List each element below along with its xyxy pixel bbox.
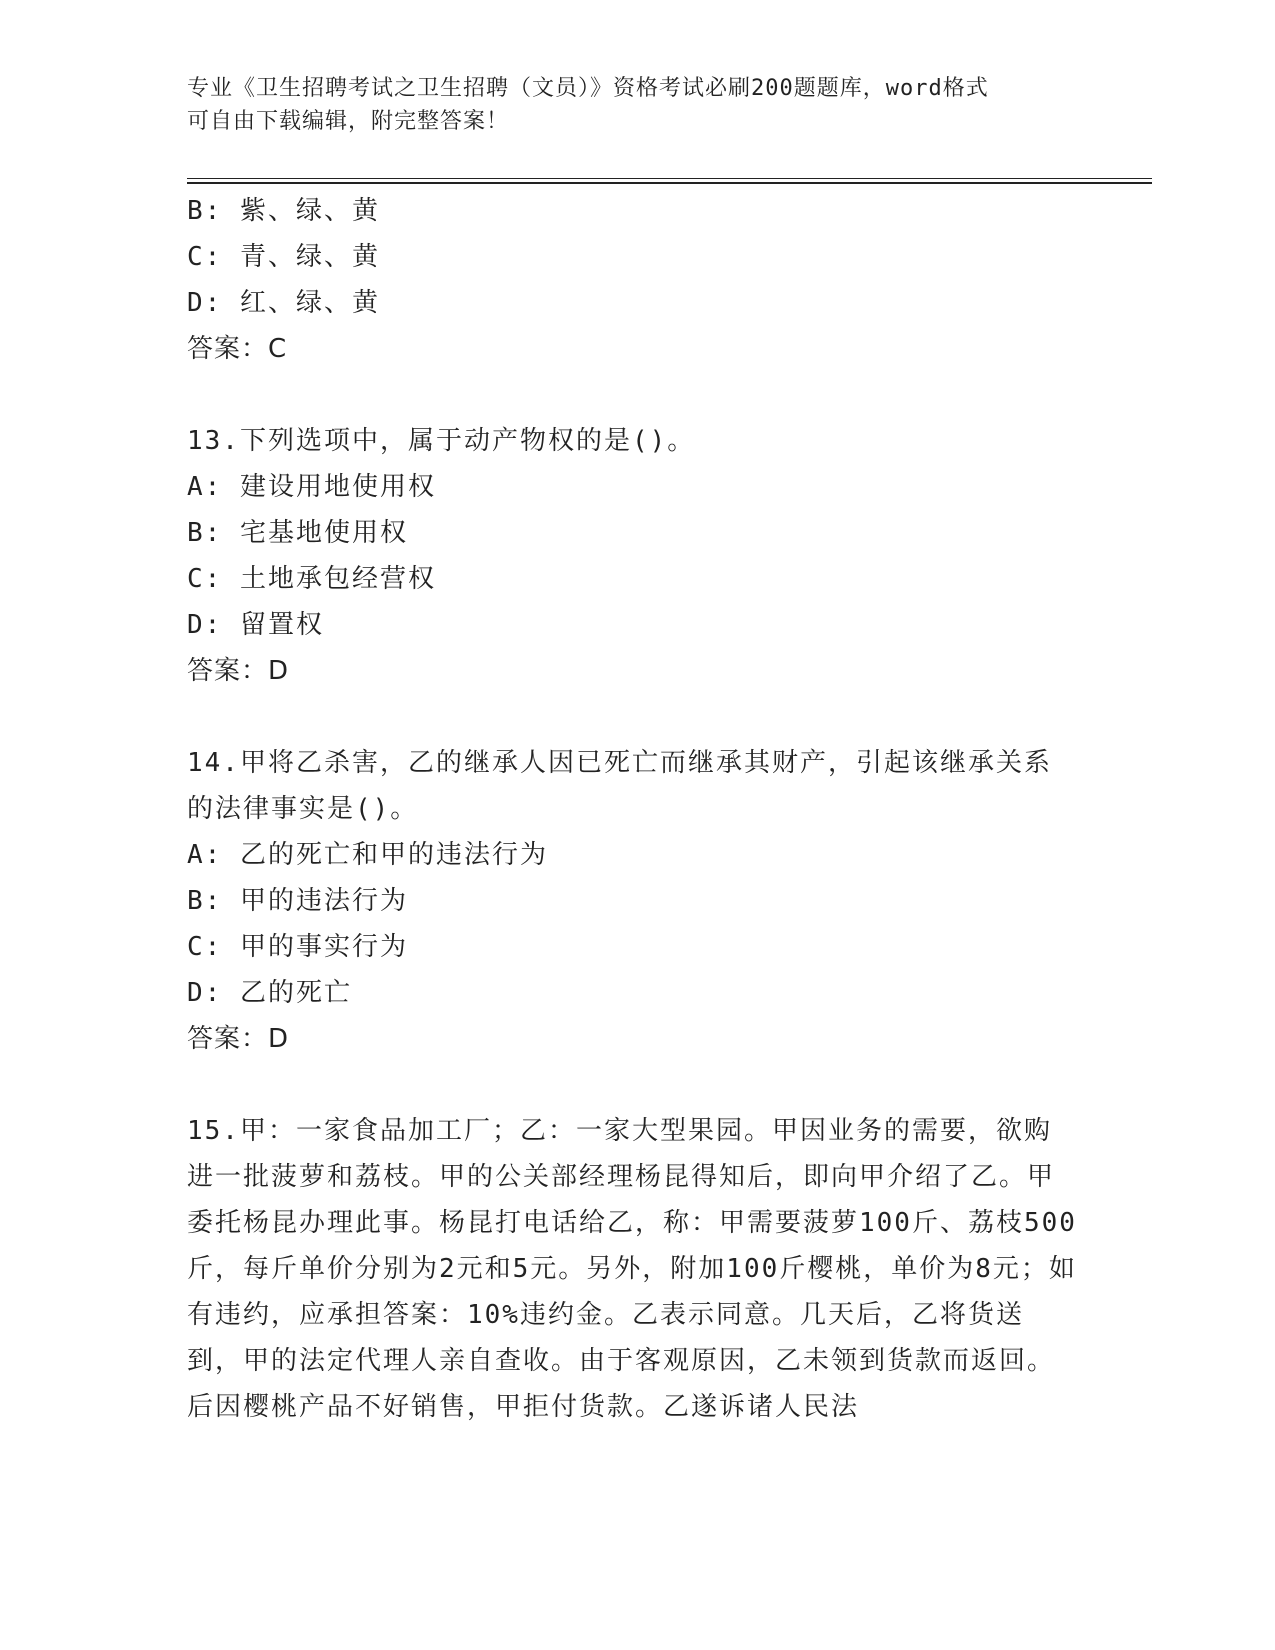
option-d: D: 乙的死亡 [187,978,352,1008]
option-b: B: 紫、绿、黄 [187,196,380,226]
question-text: 14.甲将乙杀害，乙的继承人因已死亡而继承其财产，引起该继承关系的法律事实是()。 [187,748,1052,824]
option-b: B: 甲的违法行为 [187,886,408,916]
spacer [187,372,1077,418]
spacer [187,694,1077,740]
header-title-line-1: 专业《卫生招聘考试之卫生招聘（文员）》资格考试必刷200题题库，word格式 [187,76,989,101]
spacer [187,1062,1077,1108]
question-15 [187,1108,1077,1430]
answer-line: 答案：C [187,334,288,364]
question-14 [187,740,1077,1062]
option-c: C: 青、绿、黄 [187,242,380,272]
option-a: A: 建设用地使用权 [187,472,436,502]
option-b: B: 宅基地使用权 [187,518,408,548]
answer-line: 答案：D [187,1024,290,1054]
question-12-tail [187,188,1077,372]
page-header [187,72,1067,138]
answer-line: 答案：D [187,656,290,686]
option-d: D: 留置权 [187,610,324,640]
option-a: A: 乙的死亡和甲的违法行为 [187,840,548,870]
question-content [187,188,1077,1430]
option-d: D: 红、绿、黄 [187,288,380,318]
header-title-line-2: 可自由下载编辑，附完整答案！ [187,109,510,134]
question-text: 13.下列选项中，属于动产物权的是()。 [187,426,696,456]
option-c: C: 土地承包经营权 [187,564,436,594]
question-text: 15.甲：一家食品加工厂；乙：一家大型果园。甲因业务的需要，欲购进一批菠萝和荔枝。甲的公关部经理杨昆得知后，即向甲介绍了乙。甲委托杨昆办理此事。杨昆打电话给乙，称：甲需要菠萝100斤、荔枝500斤，每斤单价分别为2元和5元。另外，附加100斤樱桃，单价为8元；如有违约，应承担答案：10%违约金。乙表示同意。几天后，乙将货送到，甲的法定代理人亲自查收。由于客观原因，乙未领到货款而返回。后因樱桃产品不好销售，甲拒付货款。乙遂诉诸人民法 [187,1116,1077,1422]
question-13 [187,418,1077,694]
option-c: C: 甲的事实行为 [187,932,408,962]
header-divider-thin [187,178,1152,179]
header-divider-thick [187,182,1152,184]
